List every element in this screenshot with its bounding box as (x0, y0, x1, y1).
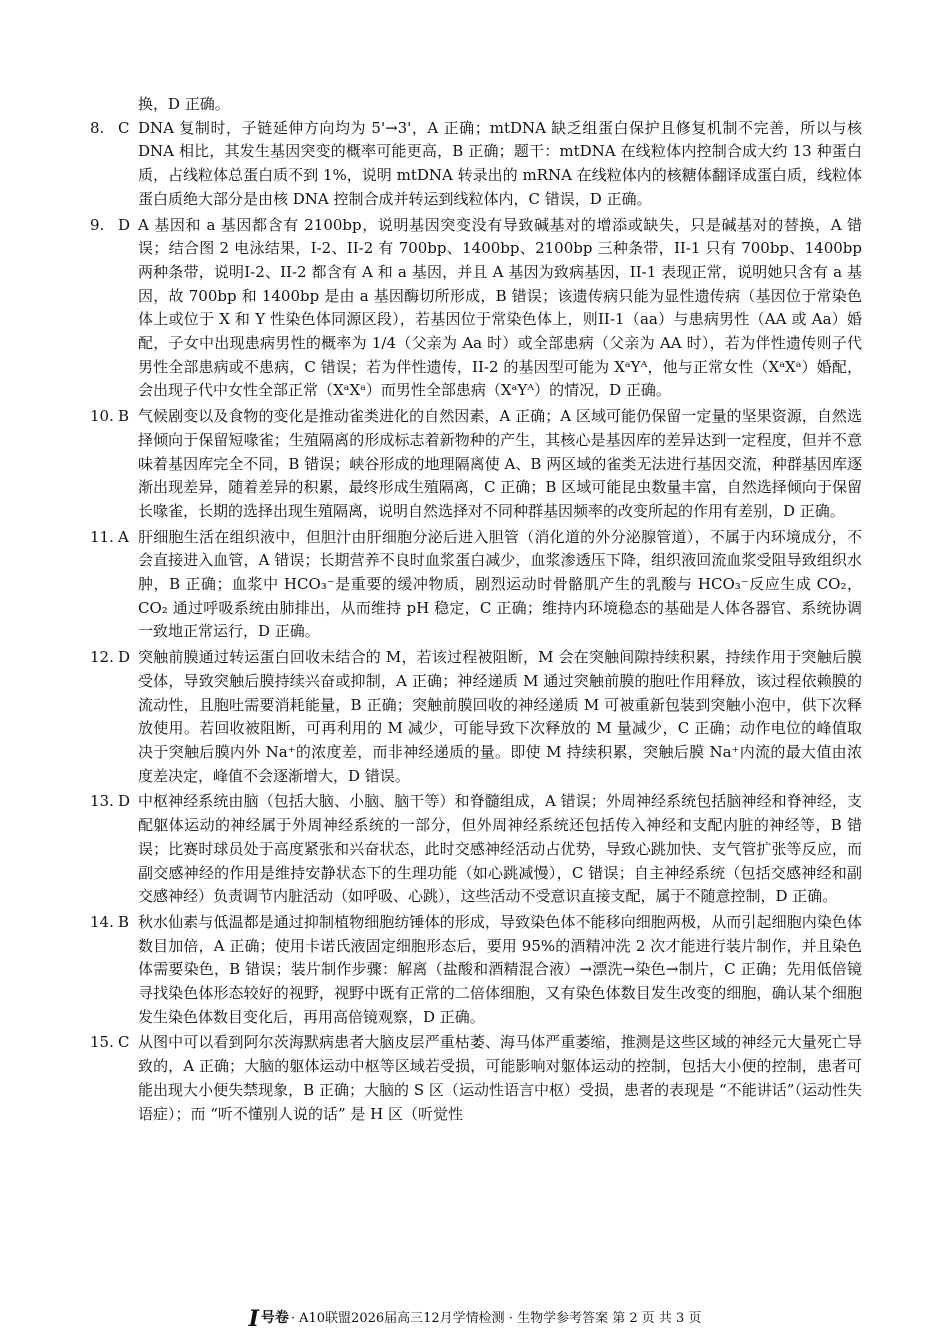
answer-key: B (118, 407, 130, 426)
answer-key: D (118, 792, 131, 811)
brand-logo-icon: I (248, 1306, 259, 1332)
answer-key: D (118, 648, 131, 667)
answer-item-10 (90, 405, 862, 524)
explanation-text: 气候剧变以及食物的变化是推动雀类进化的自然因素，A 正确；A 区域可能仍保留一定量的坚果资源，自然选择倾向于保留短喙雀；生殖隔离的形成标志着新物种的产生，其核心是基因库的差异达到一定程度，但并不意味着基因库完全不同，B 错误；峡谷形成的地理隔离使 A、B 两区域的雀类无法进行基因交流，种群基因库逐渐出现差异，随着差异的积累，最终形成生殖隔离，C 正确；B 区域可能昆虫数量丰富，自然选择倾向于保留长喙雀，长期的选择出现生殖隔离，说明自然选择对不同种群基因频率的改变所起的作用有差别，D 正确。 (138, 407, 862, 520)
answer-content (90, 93, 862, 1126)
explanation-text: 中枢神经系统由脑（包括大脑、小脑、脑干等）和脊髓组成，A 错误；外周神经系统包括脑神经和脊神经，支配躯体运动的神经属于外周神经系统的一部分，但外周神经系统还包括传入神经和支配内脏的神经等，B 错误；比赛时球员处于高度紧张和兴奋状态，此时交感神经活动占优势，导致心跳加快、支气管扩张等反应，而副交感神经的作用是维持安静状态下的生理功能（如心跳减慢），C 错误；自主神经系统（包括交感神经和副交感神经）负责调节内脏活动（如呼吸、心跳），这些活动不受意识直接支配，属于不随意控制，D 正确。 (138, 792, 862, 906)
question-number: 14. (90, 912, 114, 931)
question-number: 11. (90, 527, 114, 546)
explanation-text: DNA 复制时，子链延伸方向均为 5'→3'，A 正确；mtDNA 缺乏组蛋白保护且修复机制不完善，所以与核 DNA 相比，其发生基因突变的概率可能更高，B 正确；题干：mtDNA 在线粒体内控制合成大约 13 种蛋白质，占线粒体总蛋白质不到 1%，说明 mtDNA 转录出的 mRNA 在线粒体内的核糖体翻译成蛋白质，线粒体蛋白质绝大部分是由核 DNA 控制合成并转运到线粒体内，C 错误，D 正确。 (138, 118, 862, 208)
answer-item-14 (90, 911, 862, 1030)
explanation-text: A 基因和 a 基因都含有 2100bp，说明基因突变没有导致碱基对的增添或缺失，只是碱基对的替换，A 错误；结合图 2 电泳结果，I-2、II-2 有 700bp、1400bp、2100bp 三种条带，II-1 只有 700bp、1400bp 两种条带，说明I-2、II-2 都含有 A 和 a 基因，并且 A 基因为致病基因，II-1 表现正常，说明她只含有 a 基因，故 700bp 和 1400bp 是由 a 基因酶切所形成，B 错误；该遗传病只能为显性遗传病（基因位于常染色体上或位于 X 和 Y 性染色体同源区段），若基因位于常染色体上，则II-1（aa）与患病男性（AA 或 Aa）婚配，子女中出现患病男性的概率为 1/4（父亲为 Aa 时）或全部患病（父亲为 AA 时），若为伴性遗传则子代男性全部患病或不患病，C 错误；若为伴性遗传，II-2 的基因型可能为 XᵃYᴬ，他与正常女性（XᵃXᵃ）婚配，会出现子代中女性全部正常（XᵃXᵃ）而男性全部患病（XᵃYᴬ）的情况，D 正确。 (138, 215, 862, 400)
answer-key: C (118, 118, 130, 137)
question-number: 10. (90, 407, 114, 426)
explanation-text: 秋水仙素与低温都是通过抑制植物细胞纺锤体的形成，导致染色体不能移向细胞两极，从而引起细胞内染色体数目加倍，A 正确；使用卡诺氏液固定细胞形态后，要用 95%的酒精冲洗 2 次才能进行装片制作，并且染色体需要染色，B 错误；装片制作步骤：解离（盐酸和酒精混合液）→漂洗→染色→制片，C 正确；先用低倍镜寻找染色体形态较好的视野，视野中既有正常的二倍体细胞，又有染色体数目发生改变的细胞，确认某个细胞发生染色体数目变化后，再用高倍镜观察，D 正确。 (138, 912, 862, 1026)
page-footer (0, 1306, 950, 1332)
answer-key: D (118, 215, 131, 234)
continued-text: 换，D 正确。 (138, 95, 230, 113)
answer-key: B (118, 912, 130, 931)
question-number: 9. (90, 215, 105, 234)
answer-key: A (118, 527, 129, 546)
brand-name: 号卷 (260, 1310, 289, 1326)
explanation-text: 突触前膜通过转运蛋白回收未结合的 M，若该过程被阻断，M 会在突触间隙持续积累，持续作用于突触后膜受体，导致突触后膜持续兴奋或抑制，A 正确；神经递质 M 通过突触前膜的胞吐作用释放，该过程依赖膜的流动性，且胞吐需要消耗能量，B 正确；突触前膜回收的神经递质 M 可被重新包装到突触小泡中，供下次释放使用。若回收被阻断，可再利用的 M 减少，可能导致下次释放的 M 量减少，C 正确；动作电位的峰值取决于突触后膜内外 Na⁺的浓度差，而非神经递质的量。即使 M 持续积累，突触后膜 Na⁺内流的最大值由浓度差决定，峰值不会逐渐增大，D 错误。 (138, 648, 862, 785)
footer-text: · A10联盟2026届高三12月学情检测 · 生物学参考答案 第 2 页 共 3 页 (290, 1311, 702, 1326)
answer-item-15 (90, 1031, 862, 1126)
answer-item-12 (90, 646, 862, 788)
answer-item-13 (90, 790, 862, 909)
explanation-text: 肝细胞生活在组织液中，但胆汁由肝细胞分泌后进入胆管（消化道的外分泌腺管道），不属于内环境成分，不会直接进入血管，A 错误；长期营养不良时血浆蛋白减少，血浆渗透压下降，组织液回流血浆受阻导致组织水肿，B 正确；血浆中 HCO₃⁻是重要的缓冲物质，剧烈运动时骨骼肌产生的乳酸与 HCO₃⁻反应生成 CO₂，CO₂ 通过呼吸系统由肺排出，从而维持 pH 稳定，C 正确；维持内环境稳态的基础是人体各器官、系统协调一致地正常运行，D 正确。 (138, 527, 862, 641)
explanation-text: 从图中可以看到阿尔茨海默病患者大脑皮层严重枯萎、海马体严重萎缩，推测是这些区域的神经元大量死亡导致的，A 正确；大脑的躯体运动中枢等区域若受损，可能影响对躯体运动的控制，包括大小便的控制，患者可能出现大小便失禁现象，B 正确；大脑的 S 区（运动性语言中枢）受损，患者的表现是 “不能讲话”（运动性失语症）；而 “听不懂别人说的话” 是 H 区（听觉性 (138, 1033, 862, 1123)
answer-key: C (118, 1033, 130, 1052)
answer-item-11 (90, 526, 862, 645)
answer-item-9 (90, 214, 862, 404)
question-number: 8. (90, 118, 105, 137)
question-number: 12. (90, 648, 114, 667)
question-number: 13. (90, 792, 114, 811)
answer-item-8 (90, 117, 862, 212)
question-number: 15. (90, 1033, 114, 1052)
